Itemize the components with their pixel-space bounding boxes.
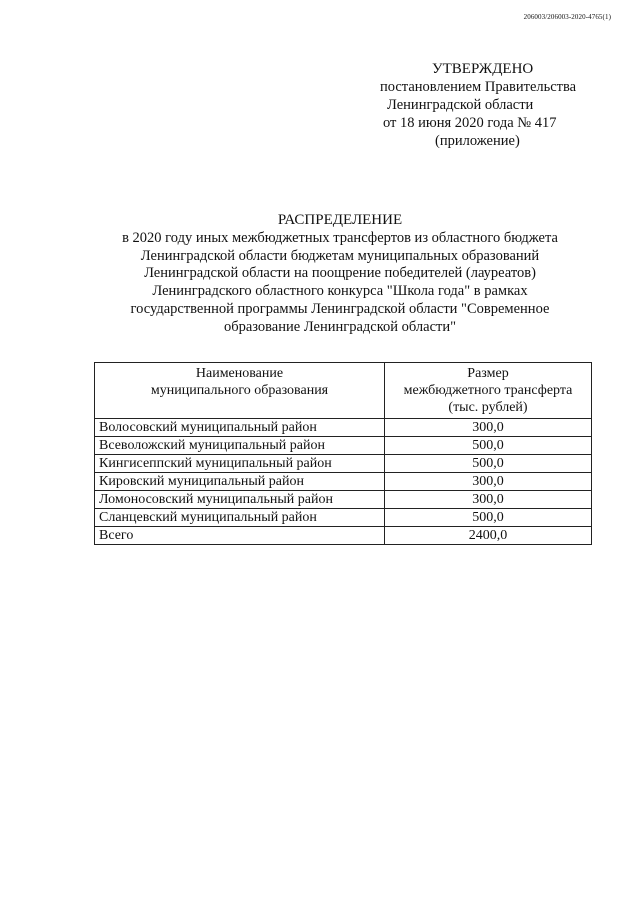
approval-title: УТВЕРЖДЕНО [432,61,534,77]
approval-line: постановлением Правительства [380,79,577,95]
table-row [95,455,592,473]
total-amount: 2400,0 [385,527,592,545]
heading-title: РАСПРЕДЕЛЕНИЕ [277,212,403,228]
heading-line: Ленинградского областного конкурса "Школа года" в рамках [152,283,528,300]
approval-line: от 18 июня 2020 года № 417 [383,115,557,131]
table-total-row [95,527,592,545]
distribution-table [94,362,592,545]
transfer-amount: 300,0 [385,491,592,509]
heading-line: государственной программы Ленинградской области "Современное [130,300,550,317]
approval-line: Ленинградской области [387,97,534,113]
transfer-amount: 300,0 [385,473,592,491]
municipality-name: Кировский муниципальный район [95,473,385,491]
approval-stamp [380,60,600,150]
total-label: Всего [95,527,385,545]
municipality-name: Волосовский муниципальный район [95,419,385,437]
transfer-amount: 500,0 [385,437,592,455]
municipality-name: Всеволожский муниципальный район [95,437,385,455]
column-header-transfer-amount: Размер межбюджетного трансферта (тыс. рублей) [385,363,592,419]
column-header-municipality: Наименование муниципального образования [95,363,385,419]
municipality-name: Кингисеппский муниципальный район [95,455,385,473]
municipality-name: Ломоносовский муниципальный район [95,491,385,509]
municipality-name: Сланцевский муниципальный район [95,509,385,527]
table-header-row [95,363,592,419]
approval-line: (приложение) [435,133,520,149]
table-row [95,473,592,491]
heading-line: Ленинградской области на поощрение победителей (лауреатов) [144,265,536,282]
transfer-amount: 300,0 [385,419,592,437]
heading-line: в 2020 году иных межбюджетных трансфертов из областного бюджета [122,229,558,246]
table-row [95,509,592,527]
table-row [95,419,592,437]
table-row [95,491,592,509]
document-id: 206003/206003-2020-4765(1) [523,13,611,21]
table-row [95,437,592,455]
heading-line: образование Ленинградской области" [223,318,457,335]
document-heading [70,212,610,337]
transfer-amount: 500,0 [385,509,592,527]
heading-line: Ленинградской области бюджетам муниципальных образований [140,247,540,264]
transfer-amount: 500,0 [385,455,592,473]
